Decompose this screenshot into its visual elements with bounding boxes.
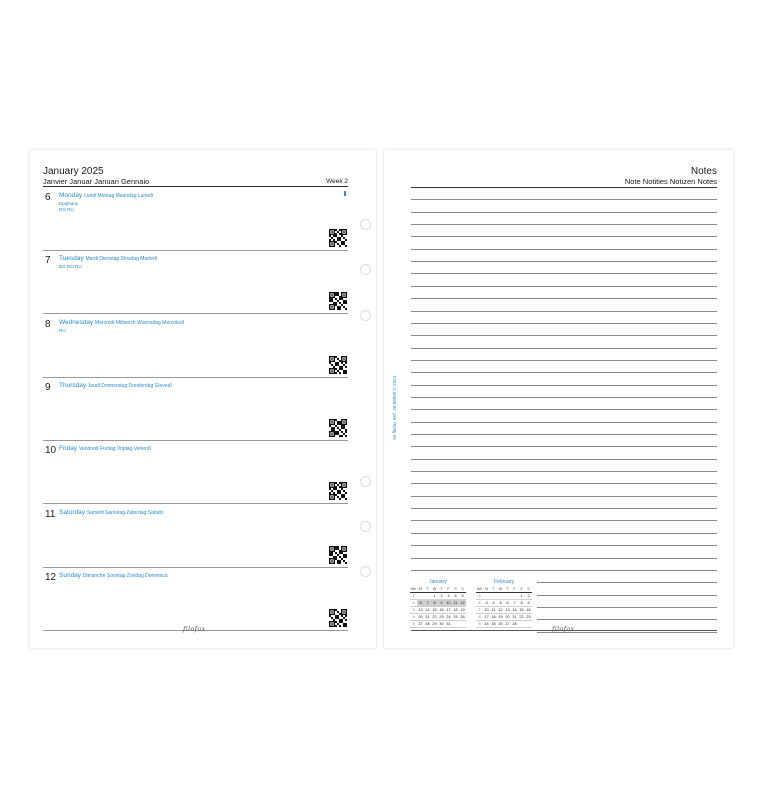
mini-calendar-cell: 7 xyxy=(476,607,483,614)
filofax-logo: filofax xyxy=(552,625,575,633)
mini-calendar-weekday: F xyxy=(445,586,452,593)
qr-code-icon[interactable] xyxy=(329,292,347,310)
mini-calendar-cell: 23 xyxy=(439,615,444,619)
mini-calendar-weekday: T xyxy=(438,586,445,593)
day-block xyxy=(43,187,348,251)
mini-calendar-cell: 8 xyxy=(518,600,525,607)
day-number: 6 xyxy=(45,192,51,203)
notes-title: Notes xyxy=(690,166,717,177)
mini-calendar-cell: 29 xyxy=(432,622,437,626)
day-translations: Mardi Dienstag Dinsdag Martedì xyxy=(85,256,158,263)
mini-calendar-cell: 25 xyxy=(491,622,496,626)
qr-code-icon[interactable] xyxy=(329,419,347,437)
notes-line xyxy=(537,607,717,608)
punch-hole-icon xyxy=(360,476,371,487)
day-note-line: BG RO RU xyxy=(59,264,82,270)
mini-calendar-cell: 9 xyxy=(438,600,445,607)
notes-line xyxy=(411,335,717,336)
notes-line xyxy=(411,496,717,497)
day-note xyxy=(59,264,82,270)
day-block xyxy=(43,567,348,631)
mini-calendar-cell: 6 xyxy=(417,600,424,607)
mini-calendar-cell: 7 xyxy=(424,600,431,607)
month-translations: Janvier Januar Januari Gennaio xyxy=(43,177,150,186)
notes-line xyxy=(411,446,717,447)
punch-hole-icon xyxy=(360,264,371,275)
mini-calendar-cell: 5 xyxy=(459,593,466,600)
notes-line xyxy=(411,434,717,435)
mini-calendar-cell: 17 xyxy=(484,615,489,619)
notes-line xyxy=(411,348,717,349)
notes-line xyxy=(411,273,717,274)
qr-code-icon[interactable] xyxy=(329,482,347,500)
day-block xyxy=(43,250,348,314)
mini-calendar-cell: 17 xyxy=(446,608,451,612)
notes-translations: Note Notities Notizen Notes xyxy=(624,177,717,186)
mini-calendar-cell: 11 xyxy=(491,608,496,612)
notes-line xyxy=(411,224,717,225)
day-name xyxy=(59,382,172,389)
filofax-logo: filofax xyxy=(183,625,206,633)
mini-calendar-cell: 30 xyxy=(439,622,444,626)
notes-line xyxy=(411,422,717,423)
mini-calendar-cell: 8 xyxy=(476,614,483,621)
day-number: 9 xyxy=(45,381,51,393)
mini-calendar-weekday: T xyxy=(424,586,431,593)
mini-calendar-weekday: M xyxy=(484,587,489,591)
mini-calendar-weekday: S xyxy=(518,586,525,593)
mini-calendar-weekday: W xyxy=(498,587,503,591)
mini-calendar-cell: 12 xyxy=(498,608,503,612)
moon-phase-marker xyxy=(344,191,346,196)
notes-line xyxy=(411,508,717,509)
mini-calendar-cell: 10 xyxy=(446,601,451,605)
mini-calendar-cell: 15 xyxy=(432,608,437,612)
day-name-label: Friday xyxy=(59,445,78,453)
mini-calendar-cell: 21 xyxy=(512,615,517,619)
day-name xyxy=(59,192,153,199)
mini-calendar-cell: 1 xyxy=(431,593,438,600)
day-block xyxy=(43,504,348,568)
day-block xyxy=(43,377,348,441)
mini-calendar-cell xyxy=(518,621,525,628)
mini-calendar-weekday: M xyxy=(418,587,423,591)
day-name-label: Saturday xyxy=(59,508,86,516)
mini-calendar xyxy=(410,579,466,628)
notes-line xyxy=(411,545,717,546)
day-name xyxy=(59,572,168,579)
mini-calendar-cell: 2 xyxy=(438,593,445,600)
mini-calendar-cell: 3 xyxy=(410,607,417,614)
mini-calendar-cell xyxy=(504,593,511,600)
notes-line xyxy=(411,385,717,386)
day-number: 8 xyxy=(45,318,51,330)
notes-line xyxy=(411,558,717,559)
notes-right-page xyxy=(384,150,733,648)
mini-calendar-cell: 1 xyxy=(410,593,417,600)
day-block xyxy=(43,440,348,504)
notes-line xyxy=(411,409,717,410)
notes-line xyxy=(411,187,717,188)
notes-line xyxy=(411,372,717,373)
mini-calendar-cell: 22 xyxy=(432,615,437,619)
day-number: 7 xyxy=(45,255,51,267)
mini-calendar-cell: 1 xyxy=(518,593,525,600)
mini-calendar-cell: 19 xyxy=(460,608,465,612)
notes-line xyxy=(411,298,717,299)
mini-calendar-cell: 6 xyxy=(504,600,511,607)
mini-calendar-cell: 20 xyxy=(505,615,510,619)
mini-calendar-grid xyxy=(410,586,466,628)
mini-calendar-weekday: F xyxy=(511,586,518,593)
notes-line xyxy=(411,471,717,472)
mini-calendar-cell: 18 xyxy=(491,615,496,619)
mini-calendar-cell: 27 xyxy=(505,622,510,626)
qr-code-icon[interactable] xyxy=(329,229,347,247)
mini-calendar-cell: 13 xyxy=(418,608,423,612)
notes-line xyxy=(411,261,717,262)
mini-calendar-weekday: S xyxy=(525,586,532,593)
mini-calendar-cell: 25 xyxy=(453,615,458,619)
day-translations: Dimanche Sonntag Zondag Domenica xyxy=(82,572,168,579)
day-name-label: Monday xyxy=(59,192,83,199)
mini-calendar-weekday: S xyxy=(452,586,459,593)
punch-hole-icon xyxy=(360,310,371,321)
mini-calendar-cell xyxy=(511,593,518,600)
mini-calendar-cell: 7 xyxy=(511,600,518,607)
mini-calendar-cell: 27 xyxy=(418,622,423,626)
mini-calendar-title: February xyxy=(493,579,514,585)
mini-calendar-cell: 2 xyxy=(525,593,532,600)
mini-calendar-cell xyxy=(459,621,466,628)
mini-calendar-cell: 4 xyxy=(452,593,459,600)
notes-line xyxy=(411,360,717,361)
mini-calendar-cell: 5 xyxy=(476,593,483,600)
punch-hole-icon xyxy=(360,521,371,532)
mini-calendar-cell: 9 xyxy=(476,621,483,628)
punch-hole-icon xyxy=(360,219,371,230)
mini-calendar-cell: 21 xyxy=(425,615,430,619)
punch-hole-icon xyxy=(360,566,371,577)
mini-calendar-cell: 2 xyxy=(410,600,417,607)
mini-calendar-weekday: T xyxy=(504,586,511,593)
qr-code-icon[interactable] xyxy=(329,609,347,627)
diary-left-page xyxy=(30,150,376,648)
day-name xyxy=(59,319,184,326)
mini-calendar-cell: 14 xyxy=(512,608,517,612)
day-translations: Lundi Montag Maandag Lunedì xyxy=(83,193,154,199)
day-name xyxy=(59,445,151,452)
mini-calendar-cell xyxy=(424,593,431,600)
notes-line xyxy=(411,459,717,460)
day-translations: Mercredi Mittwoch Woensdag Mercoledì xyxy=(95,319,185,326)
day-block xyxy=(43,314,348,378)
mini-calendar-weekday: S xyxy=(459,586,466,593)
day-name xyxy=(59,255,157,262)
mini-calendar-cell: 22 xyxy=(519,615,524,619)
mini-calendar-weekday: W xyxy=(432,587,437,591)
mini-calendar-weekday: T xyxy=(490,586,497,593)
mini-calendar-cell xyxy=(452,621,459,628)
mini-calendar-weekday: Wk xyxy=(476,587,483,591)
mini-calendar-cell: 19 xyxy=(498,615,503,619)
mini-calendar-cell: 15 xyxy=(519,608,524,612)
mini-calendar-cell: 3 xyxy=(483,600,490,607)
mini-calendar-cell: 13 xyxy=(505,608,510,612)
day-note-line: Epiphany xyxy=(59,201,79,206)
mini-calendar-weekday: Wk xyxy=(410,587,417,591)
notes-line xyxy=(411,311,717,312)
mini-calendar-cell: 31 xyxy=(446,622,451,626)
mini-calendar-cell: 16 xyxy=(439,608,444,612)
mini-calendar-cell: 26 xyxy=(498,622,503,626)
mini-calendar-cell: 12 xyxy=(460,601,465,605)
notes-line xyxy=(411,397,717,398)
day-note-line: RO RU xyxy=(59,207,74,212)
mini-calendar-cell: 28 xyxy=(512,622,517,626)
notes-line xyxy=(411,323,717,324)
mini-calendar-cell xyxy=(417,593,424,600)
notes-line xyxy=(411,533,717,534)
day-translations: Vendredi Freitag Vrijdag Venerdì xyxy=(78,446,151,453)
mini-calendar-cell: 6 xyxy=(476,600,483,607)
day-number: 10 xyxy=(45,445,57,457)
day-name-label: Wednesday xyxy=(59,318,94,326)
mini-calendar-cell: 23 xyxy=(526,615,531,619)
mini-calendar-cell: 16 xyxy=(526,608,531,612)
day-number: 11 xyxy=(45,508,56,520)
mini-calendar-cell xyxy=(525,621,532,628)
notes-line xyxy=(411,520,717,521)
notes-line xyxy=(411,570,717,571)
week-label: Week 2 xyxy=(326,178,348,185)
mini-calendar-cell: 24 xyxy=(484,622,489,626)
mini-calendar-cell: 9 xyxy=(525,600,532,607)
mini-calendar-cell: 20 xyxy=(418,615,423,619)
mini-calendar xyxy=(476,579,532,628)
mini-calendar-cell xyxy=(497,593,504,600)
mini-calendar-title: January xyxy=(429,579,447,585)
mini-calendar-cell: 28 xyxy=(425,622,430,626)
mini-calendar-cell: 8 xyxy=(431,600,438,607)
notes-line xyxy=(411,212,717,213)
notes-line xyxy=(411,483,717,484)
mini-calendar-cell: 24 xyxy=(446,615,451,619)
qr-code-icon[interactable] xyxy=(329,546,347,564)
notes-line xyxy=(411,199,717,200)
day-number: 12 xyxy=(45,571,57,583)
notes-line xyxy=(537,595,717,596)
notes-line xyxy=(411,286,717,287)
notes-line xyxy=(537,582,717,583)
notes-line xyxy=(411,249,717,250)
month-title: January 2025 xyxy=(43,166,104,177)
day-translations: Samedi Samstag Zaterdag Sabato xyxy=(86,509,164,516)
qr-code-icon[interactable] xyxy=(329,356,347,374)
day-name-label: Sunday xyxy=(59,571,82,579)
mini-calendar-cell: 5 xyxy=(410,621,417,628)
mini-calendar-cell: 14 xyxy=(425,608,430,612)
mini-calendar-cell xyxy=(483,593,490,600)
mini-calendar-cell: 26 xyxy=(460,615,465,619)
day-note xyxy=(59,201,78,213)
notes-line xyxy=(411,236,717,237)
day-note-line: RU xyxy=(59,327,66,333)
day-note xyxy=(59,328,66,334)
notes-line xyxy=(537,619,717,620)
day-name-label: Tuesday xyxy=(59,255,84,263)
mini-calendar-grid xyxy=(476,586,532,628)
mini-calendar-cell: 10 xyxy=(484,608,489,612)
product-reference: A5 filofax Ref. 25-68505 © 2024 xyxy=(392,375,397,440)
mini-calendar-cell: 3 xyxy=(445,593,452,600)
mini-calendar-cell: 4 xyxy=(490,600,497,607)
mini-calendar-cell: 5 xyxy=(497,600,504,607)
day-name xyxy=(59,509,164,516)
day-name-label: Thursday xyxy=(59,381,87,389)
mini-calendar-cell: 18 xyxy=(453,608,458,612)
mini-calendar-cell xyxy=(490,593,497,600)
mini-calendar-cell: 4 xyxy=(410,614,417,621)
mini-calendar-cell: 11 xyxy=(453,601,458,605)
day-translations: Jeudi Donnerstag Donderdag Giovedì xyxy=(87,382,172,389)
